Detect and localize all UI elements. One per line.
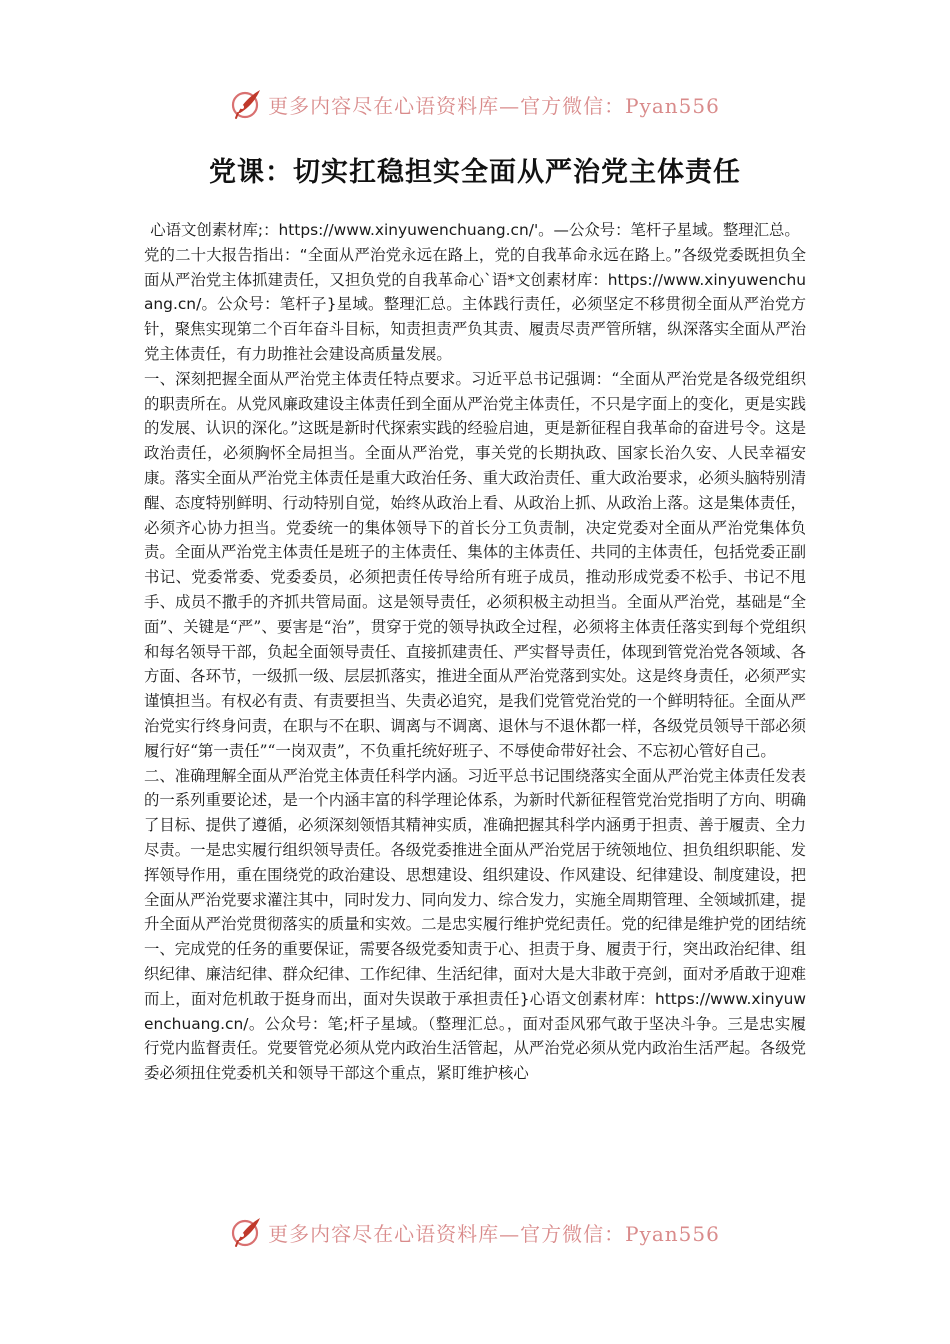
banner-text: 更多内容尽在心语资料库—官方微信：Pyan556 [268, 93, 720, 118]
document-title: 党课：切实扛稳担实全面从严治党主体责任 [209, 157, 741, 188]
section-one-paragraph: 一、深刻把握全面从严治党主体责任特点要求。习近平总书记强调：“全面从严治党是各级党组织的职责所在。从党风廉政建设主体责任到全面从严治党主体责任，不只是字面上的变化，更是实践的发展、认识的深化。”这既是新时代探索实践的经验启迪，更是新征程自我革命的奋进号令。这是政治责任，必须胸怀全局担当。全面从严治党，事关党的长期执政、国家长治久安、人民幸福安康。落实全面从严治党主体责任是重大政治任务、重大政治责任、重大政治要求，必须头脑特别清醒、态度特别鲜明、行动特别自觉，始终从政治上看、从政治上抓、从政治上落。这是集体责任，必须齐心协力担当。党委统一的集体领导下的首长分工负责制，决定党委对全面从严治党集体负责。全面从严治党主体责任是班子的主体责任、集体的主体责任、共同的主体责任，包括党委正副书记、党委常委、党委委员，必须把责任传导给所有班子成员，推动形成党委不松手、书记不甩手、成员不撒手的齐抓共管局面。这是领导责任，必须积极主动担当。全面从严治党，基础是“全面”、关键是“严”、要害是“治”，贯穿于党的领导执政全过程，必须将主体责任落实到每个党组织和每名领导干部，负起全面领导责任、直接抓建责任、严实督导责任，体现到管党治党各领域、各方面、各环节，一级抓一级、层层抓落实，推进全面从严治党落到实处。这是终身责任，必须严实谨慎担当。有权必有责、有责要担当、失责必追究，是我们党管党治党的一个鲜明特征。全面从严治党实行终身问责，在职与不在职、调离与不调离、退休与不退休都一样，各级党员领导干部必须履行好“第一责任”“一岗双责”，不负重托统好班子、不辱使命带好社会、不忘初心管好自己。 [144, 369, 806, 760]
header-banner [0, 84, 950, 124]
section-two-paragraph: 二、准确理解全面从严治党主体责任科学内涵。习近平总书记围绕落实全面从严治党主体责任发表的一系列重要论述，是一个内涵丰富的科学理论体系，为新时代新征程管党治党指明了方向、明确了目标、提供了遵循，必须深刻领悟其精神实质，准确把握其科学内涵勇于担责、善于履责、全力尽责。一是忠实履行组织领导责任。各级党委推进全面从严治党居于统领地位、担负组织职能、发挥领导作用，重在围绕党的政治建设、思想建设、组织建设、作风建设、纪律建设、制度建设，把全面从严治党要求灌注其中，同时发力、同向发力、综合发力，实施全周期管理、全领域抓建，提升全面从严治党贯彻落实的质量和实效。二是忠实履行维护党纪责任。党的纪律是维护党的团结统一、完成党的任务的重要保证，需要各级党委知责于心、担责于身、履责于行，突出政治纪律、组织纪律、廉洁纪律、群众纪律、工作纪律、生活纪律，面对大是大非敢于亮剑，面对矛盾敢于迎难而上，面对危机敢于挺身而出，面对失误敢于承担责任}心语文创素材库：https://www.xinyuwenchuang.cn/。公众号：笔;杆子星域。（整理汇总。，面对歪风邪气敢于坚决斗争。三是忠实履行党内监督责任。党要管党必须从党内政治生活管起，从严治党必须从党内政治生活严起。各级党委必须扭住党委机关和领导干部这个重点，紧盯维护核心 [144, 766, 806, 1083]
quill-pen-logo-icon [230, 87, 264, 121]
source-note: 心语文创素材库;：https://www.xinyuwenchuang.cn/'。—公众号：笔杆子星域。整理汇总。 [150, 221, 800, 239]
footer-banner [0, 1212, 950, 1252]
intro-paragraph: 党的二十大报告指出：“全面从严治党永远在路上，党的自我革命永远在路上。”各级党委既担负全面从严治党主体抓建责任，又担负党的自我革命心`语*文创素材库：https://www.xinyuwenchuang.cn/。公众号：笔杆子}星域。整理汇总。主体践行责任，必须坚定不移贯彻全面从严治党方针，聚焦实现第二个百年奋斗目标，知责担责严负其责、履责尽责严管所辖，纵深落实全面从严治党主体责任，有力助推社会建设高质量发展。 [144, 245, 806, 363]
quill-pen-logo-icon [230, 1215, 264, 1249]
banner-text: 更多内容尽在心语资料库—官方微信：Pyan556 [268, 1221, 720, 1246]
document-body [144, 218, 806, 1086]
